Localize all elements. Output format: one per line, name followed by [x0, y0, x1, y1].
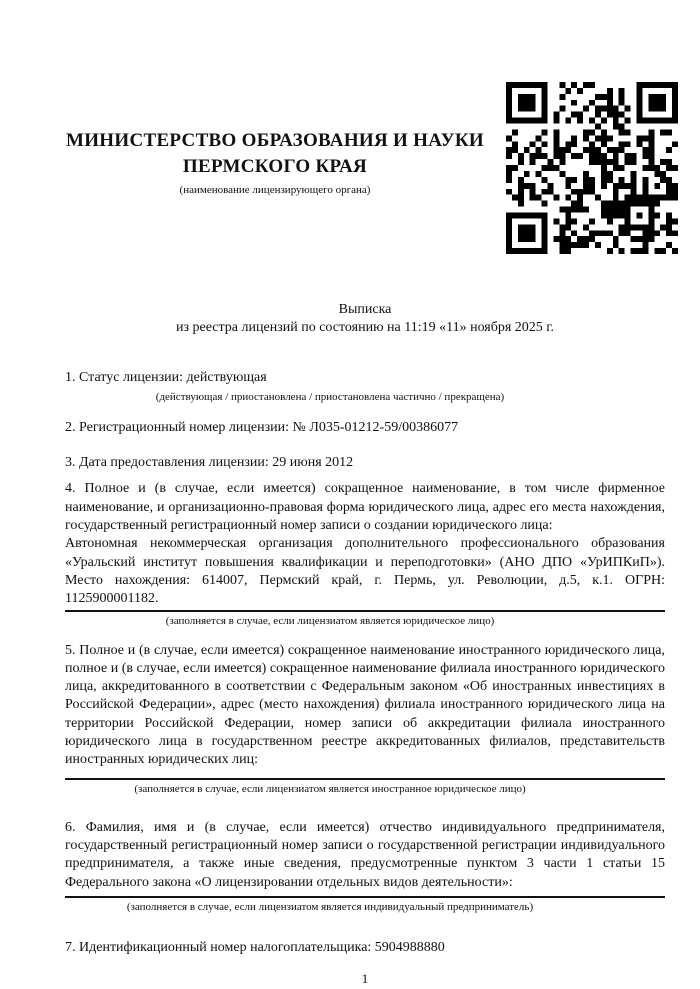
individual-entrepreneur-caption: (заполняется в случае, если лицензиатом является индивидуальный предприниматель): [126, 900, 534, 913]
legal-entity-prompt: 4. Полное и (в случае, если имеется) сокращенное наименование, в том числе фирменное наименование, и организационно-правовая форма юридического лица, адрес его места нахождения, государственный регистрационный номер записи о создании юридического лица:: [65, 481, 665, 534]
ministry-name-line1: МИНИСТЕРСТВО ОБРАЗОВАНИЯ И НАУКИ: [65, 130, 485, 151]
section-license-status: [65, 369, 665, 404]
document-title-line2: из реестра лицензий по состоянию на 11:19 «11» ноября 2025 г.: [176, 320, 554, 336]
fill-in-line: [65, 896, 665, 898]
foreign-entity-caption: (заполняется в случае, если лицензиатом является иностранное юридическое лицо): [134, 782, 526, 795]
ministry-name-caption: (наименование лицензирующего органа): [179, 184, 371, 196]
legal-entity-value: Автономная некоммерческая организация дополнительного профессионального образования «Уральский институт повышения квалификации и переподготовки» (АНО ДПО «УрИПКиП»). Место нахождения: 614007, Пермский край, г. Пермь, ул. Революции, д.5, к.1. ОГРН: 1125900001182.: [65, 536, 665, 607]
section-individual-entrepreneur: [65, 819, 665, 914]
fill-in-line: [65, 778, 665, 780]
license-date-text: 3. Дата предоставления лицензии: 29 июня 2012: [65, 455, 354, 471]
fill-in-line: [65, 610, 665, 612]
section-legal-entity: [65, 480, 665, 627]
page-number: 1: [361, 971, 369, 987]
document-title: [65, 301, 665, 338]
section-foreign-entity: [65, 642, 665, 796]
section-license-date: [65, 454, 665, 472]
legal-entity-caption: (заполняется в случае, если лицензиатом является юридическое лицо): [165, 614, 495, 627]
license-status-text: 1. Статус лицензии: действующая: [65, 369, 267, 385]
foreign-entity-prompt: 5. Полное и (в случае, если имеется) сокращенное наименование иностранного юридического лица, полное и (в случае, если имеется) сокращенное наименование филиала иностранного юридического лица, аккредитованного в соответствии с Федеральным законом «Об иностранных инвестициях в Российской Федерации», адрес (место нахождения) филиала иностранного юридического лица на территории Российской Федерации, номер записи об аккредитации филиала иностранного юридического лица в государственном реестре аккредитованных филиалов, представительств иностранных юридических лиц:: [65, 642, 665, 768]
licensing-authority-block: [65, 128, 485, 197]
taxpayer-number-text: 7. Идентификационный номер налогоплательщика: 5904988880: [65, 939, 445, 955]
ministry-name-line2: ПЕРМСКОГО КРАЯ: [182, 156, 368, 177]
individual-entrepreneur-prompt: 6. Фамилия, имя и (в случае, если имеется) отчество индивидуального предпринимателя, государственный регистрационный номер записи о государственной регистрации индивидуального предпринимателя, а также иные сведения, предусмотренные пунктом 3 части 1 статьи 15 Федерального закона «О лицензировании отдельных видов деятельности»:: [65, 819, 665, 890]
section-taxpayer-number: [65, 939, 665, 957]
license-status-caption: (действующая / приостановлена / приостановлена частично / прекращена): [155, 390, 505, 403]
registration-number-text: 2. Регистрационный номер лицензии: № Л035-01212-59/00386077: [65, 419, 459, 435]
qr-code: [506, 82, 678, 254]
document-body: [0, 128, 700, 987]
qr-code-image: [506, 82, 678, 254]
section-registration-number: [65, 419, 665, 437]
document-title-line1: Выписка: [338, 302, 392, 317]
